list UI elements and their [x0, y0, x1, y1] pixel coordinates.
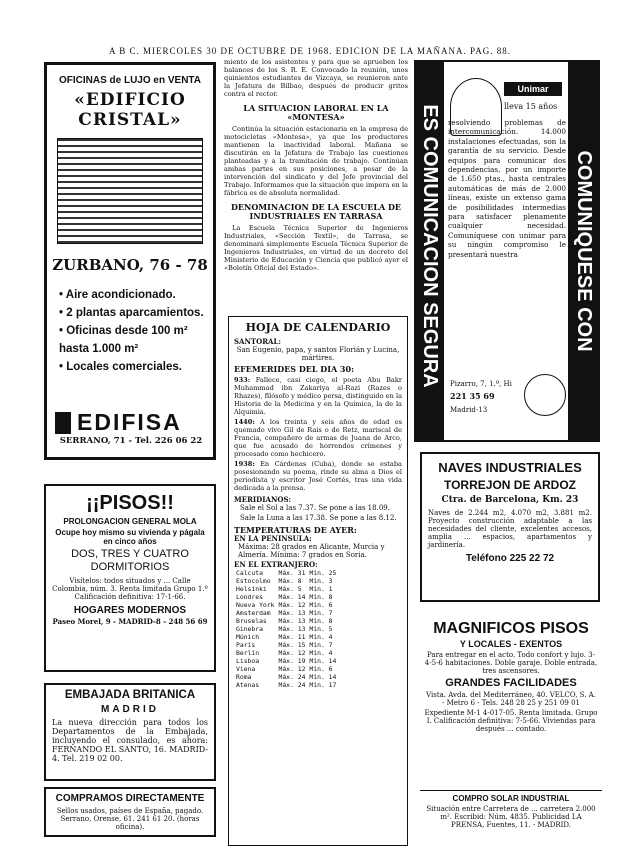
temperature-row — [234, 665, 338, 673]
temperature-cell-min: Mín. 3 — [309, 577, 333, 585]
ad-magnificos-body1: Para entregar en el acto. Todo confort y lujo. 3-4-5-6 habitaciones. Doble garaje. Doble entrada, tres ascensores. — [424, 651, 598, 675]
temperature-row — [234, 593, 338, 601]
temperature-row — [234, 585, 338, 593]
temperature-cell-max: Máx. 13 — [278, 617, 306, 625]
ad-pisos-body: Visítelos: todos situados y ... Calle Colombia, núm. 3. Renta limitada Grupo 1.º Calificación definitiva: 17-1-66. — [52, 577, 208, 601]
article-heading-montesa: LA SITUACION LABORAL EN LA «MONTESA» — [243, 103, 389, 122]
ad-compramos — [44, 787, 216, 837]
temperature-row — [234, 577, 338, 585]
ad-solar-title: COMPRO SOLAR INDUSTRIAL — [452, 794, 570, 803]
temperature-cell-n: Amsterdam — [236, 609, 271, 617]
calendario-title: HOJA DE CALENDARIO — [245, 321, 391, 334]
ad-solar-body: Situación entre Carretera de ... carretera 2.000 m². Escribid: Núm. 4835. Publicidad LA PRENSA, Fuentes, 11. - MADRID. — [426, 805, 596, 829]
efemerides-list — [234, 376, 402, 492]
temperature-row — [234, 601, 338, 609]
efemerides-label: EFEMERIDES DEL DIA 30: — [234, 364, 355, 374]
temperature-row — [234, 657, 338, 665]
temperature-cell-n: Bruselas — [236, 617, 267, 625]
temperature-cell-max: Máx. 8 — [278, 577, 302, 585]
building-illustration — [57, 138, 203, 244]
news-article — [224, 58, 408, 272]
temperature-cell-min: Mín. 14 — [309, 673, 337, 681]
ad-embajada-body: La nueva dirección para todos los Departamentos de la Embajada, incluyendo el consulado, es ahora: FERNANDO EL SANTO, 16. MADRID-4. Tel. 219 02 00. — [52, 718, 208, 763]
temperature-cell-max: Máx. 5 — [278, 585, 302, 593]
article-body-tarrasa: La Escuela Técnica Superior de Ingenieros Industriales, «Sección Textil», de Tarrasa, se denominará simplemente Escuela Técnica Superior de Ingenieros Industriales, en virtud de un decreto del Ministerio de Educación y Ciencia que publicó ayer el «Boletín Oficial del Estado». — [224, 224, 408, 272]
temperature-cell-min: Mín. 4 — [309, 633, 333, 641]
ad-pisos-sub1: PROLONGACION GENERAL MOLA — [63, 517, 197, 526]
temperature-row — [234, 649, 338, 657]
ad-pisos-title: ¡¡PISOS!! — [86, 492, 174, 514]
ad-pisos-brand: HOGARES MODERNOS — [73, 605, 187, 616]
article-heading-tarrasa: DENOMINACION DE LA ESCUELA DE INDUSTRIALES EN TARRASA — [230, 202, 401, 221]
temperature-row — [234, 625, 338, 633]
right-banner-text: COMUNIQUESE CON — [573, 150, 595, 352]
temperature-cell-max: Máx. 19 — [278, 657, 306, 665]
temperature-cell-n: Helsinki — [236, 585, 267, 593]
ad-pisos-contact: Paseo Morel, 9 - MADRID-8 - 248 56 69 — [52, 617, 208, 626]
sol-text: Sale el Sol a las 7.37. Se pone a las 18.09. — [240, 504, 390, 512]
ad-edificio-cristal — [44, 62, 216, 460]
ad-compro-solar — [420, 790, 602, 831]
edifisa-logo-icon — [55, 412, 71, 434]
ad-compramos-title: COMPRAMOS DIRECTAMENTE — [55, 793, 205, 804]
temperature-cell-max: Máx. 14 — [278, 593, 306, 601]
feature-item: • Aire acondicionado. — [59, 289, 176, 301]
article-intro: miento de los asistentes y para que se aprueben los balances de los S. R. E. Convocado la reunión, unos quinientos estudiantes de Vizcaya, se reunieron ante la Jefatura de Bilbao, después de producir gritos contra el rector. — [224, 58, 408, 98]
temperature-cell-n: Múnich — [236, 633, 260, 641]
temperature-cell-n: Roma — [236, 673, 252, 681]
ad-cristal-address: ZURBANO, 76 - 78 — [52, 256, 208, 274]
temperature-cell-min: Mín. 7 — [309, 641, 333, 649]
temperature-cell-n: Atenas — [236, 681, 260, 689]
ad-comunicacion-address2: Madrid-13 — [450, 406, 488, 414]
temperature-cell-min: Mín. 8 — [309, 617, 333, 625]
temperature-cell-max: Máx. 12 — [278, 665, 306, 673]
temperature-row — [234, 569, 338, 577]
ad-embajada-title: EMBAJADA BRITANICA — [64, 689, 196, 701]
ad-embajada-britanica — [44, 683, 216, 781]
ad-magnificos-title2: GRANDES FACILIDADES — [445, 677, 577, 689]
temperature-row — [234, 641, 338, 649]
temperature-cell-n: Ginebra — [236, 625, 263, 633]
typist-illustration — [524, 374, 566, 416]
temperature-cell-max: Máx. 31 — [278, 569, 306, 577]
feature-item: • Locales comerciales. — [59, 361, 182, 373]
ad-magnificos-title: MAGNIFICOS PISOS — [433, 620, 589, 637]
ad-naves-place: TORREJON DE ARDOZ — [443, 478, 576, 492]
ad-cristal-features — [59, 286, 205, 376]
ad-cristal-line1: OFICINAS de LUJO en VENTA — [58, 75, 202, 86]
ad-comunicacion-phone: 221 35 69 — [450, 391, 495, 401]
ad-cristal-brand: EDIFISA — [77, 409, 182, 435]
temperature-cell-n: Lisboa — [236, 657, 260, 665]
ad-pisos — [44, 484, 216, 672]
temperature-cell-max: Máx. 12 — [278, 601, 306, 609]
ad-naves-phone: Teléfono 225 22 72 — [465, 553, 555, 564]
ad-naves-road: Ctra. de Barcelona, Km. 23 — [441, 495, 579, 505]
temperature-cell-min: Mín. 17 — [309, 681, 337, 689]
temperature-cell-min: Mín. 5 — [309, 625, 333, 633]
ad-magnificos-body3: Expediente M-1 4-017-05. Renta limitada. Grupo I. Calificación definitiva: 7-5-66. Viviendas para después ... contado. — [424, 709, 598, 733]
temperature-row — [234, 681, 338, 689]
temperature-cell-max: Máx. 11 — [278, 633, 306, 641]
extranjero-label: EN EL EXTRANJERO: — [234, 560, 318, 569]
ad-naves-body: Naves de 2.244 m2, 4.070 m2, 3.881 m2. Proyecto construcción adaptable a las necesidades del cliente, excelentes accesos, amplia ... espacios, apartamentos y jardinería. — [428, 509, 592, 549]
peninsula-label: EN LA PENINSULA: — [234, 534, 312, 543]
temperature-cell-max: Máx. 12 — [278, 649, 306, 657]
feature-item: • 2 plantas aparcamientos. — [59, 307, 204, 319]
efemeride-entry: 1938: En Cárdenas (Cuba), donde se estaba posesionando su poema, rinde su alma a Dios el periodista y escritor José Cortés, tras una vida dedicada a la prensa. — [234, 460, 402, 492]
temperature-row — [234, 673, 338, 681]
meridianos-label: MERIDIANOS: — [234, 495, 292, 504]
luna-text: Sale la Luna a las 17.38. Se pone a las 8.12. — [240, 514, 397, 522]
ad-magnificos-pisos — [420, 620, 602, 735]
temperature-cell-n: Londres — [236, 593, 263, 601]
temperature-cell-min: Mín. 25 — [309, 569, 337, 577]
temperature-row — [234, 633, 338, 641]
temperature-cell-min: Mín. 6 — [309, 665, 333, 673]
ad-comunicacion-brand: Unimar — [504, 82, 562, 96]
temperature-cell-min: Mín. 4 — [309, 649, 333, 657]
temperature-cell-n: Calcuta — [236, 569, 263, 577]
efemeride-entry: 1440: A los treinta y seis años de edad es quemado vivo Gil de Rais o de Retz, mariscal de Francia, compañero de armas de Juana de Arco, que fue acusado de horrendos crímenes y procesado como hechicero. — [234, 418, 402, 458]
hoja-de-calendario — [228, 316, 408, 846]
temperature-cell-max: Máx. 24 — [278, 681, 306, 689]
ad-pisos-sub2: Ocupe hoy mismo su vivienda y págala en cinco años — [55, 528, 205, 546]
temperature-cell-n: Viena — [236, 665, 256, 673]
peninsula-text: Máxima: 28 grados en Alicante, Murcia y Almería. Mínima: 7 grados en Soria. — [238, 543, 385, 559]
ad-comunicacion-segura — [414, 60, 600, 442]
side-banner-text: ES COMUNICACION SEGURA — [419, 104, 441, 388]
temperature-cell-max: Máx. 15 — [278, 641, 306, 649]
efemeride-entry: 933: Fallece, casi ciego, el poeta Abu Bakr Muhammad ibn Zakariya al-Razi (Razes o Rhazes), filósofo y médico persa, distinguido en la Historia de la Medicina y en la Química, la de la Alquimia. — [234, 376, 402, 416]
temperature-row — [234, 617, 338, 625]
temperature-cell-n: Berlín — [236, 649, 260, 657]
santoral-text: San Eugenio, papa, y santos Florián y Lucina, mártires. — [236, 346, 400, 362]
ad-cristal-contact: SERRANO, 71 - Tel. 226 06 22 — [59, 436, 203, 446]
temperature-cell-min: Mín. 7 — [309, 609, 333, 617]
temperature-cell-n: Estocolmo — [236, 577, 271, 585]
feature-item: • Oficinas desde 100 m² hasta 1.000 m² — [59, 325, 188, 355]
temperature-cell-min: Mín. 8 — [309, 593, 333, 601]
temperature-cell-n: Nueva York — [236, 601, 275, 609]
ad-cristal-title: «EDIFICIO CRISTAL» — [74, 90, 186, 130]
temperature-cell-min: Mín. 1 — [309, 585, 333, 593]
ad-compramos-body: Sellos usados, países de España, pagado. Serrano, Orense, 61. 241 61 20. (horas oficina). — [56, 807, 204, 831]
santoral-label: SANTORAL: — [234, 337, 281, 346]
temperatures-table — [234, 569, 338, 689]
ad-naves-title: NAVES INDUSTRIALES — [438, 460, 582, 475]
temperature-cell-min: Mín. 6 — [309, 601, 333, 609]
ad-magnificos-sub: Y LOCALES - EXENTOS — [459, 639, 563, 649]
temperature-cell-max: Máx. 13 — [278, 625, 306, 633]
ad-comunicacion-body: resolviendo problemas de intercomunicación. 14.000 instalaciones efectuadas, son la garantía de su servicio. Desde equipos para comunicar dos dependencias, por un importe de 1.650 ptas., hasta centrales automáticas de más de 2.000 líneas, existe un extenso gama de posibilidades intermedias para satisfacer plenamente cualquier necesidad. Comuníquese con unimar para su ningún compromiso le presentará nuestra — [448, 118, 566, 259]
ad-pisos-sub3: DOS, TRES Y CUATRO DORMITORIOS — [71, 548, 189, 573]
temperature-row — [234, 609, 338, 617]
temperature-cell-n: París — [236, 641, 256, 649]
ad-comunicacion-years: lleva 15 años — [504, 102, 558, 111]
ad-naves-industriales — [420, 452, 600, 602]
temperature-cell-max: Máx. 13 — [278, 609, 306, 617]
temperature-cell-max: Máx. 24 — [278, 673, 306, 681]
article-body-montesa: Continúa la situación estacionaria en la empresa de motocicletas «Montesa», ya que los productores mantienen la inactividad laboral. Mañana se discutirán en la Jefatura de Trabajo las cuestiones planteadas y a la tramitación de trabajo. Continúan ambas partes en sus posiciones, a pesar de la intervención del sindicato y del Jefe provincial del Trabajo. Informamos que la situación que impera en la fábrica es de absoluta normalidad. — [224, 125, 408, 197]
ad-embajada-city: MADRID — [101, 704, 159, 715]
temperature-cell-min: Mín. 14 — [309, 657, 337, 665]
page-header: A B C. MIERCOLES 30 DE OCTUBRE DE 1968. EDICION DE LA MAÑANA. PAG. 88. — [109, 46, 511, 56]
temperaturas-label: TEMPERATURAS DE AYER: — [234, 525, 357, 535]
ad-magnificos-body2: Vista. Avda. del Mediterráneo, 40. VELCO, S. A. - Metro 6 - Tels. 248 28 25 y 251 09 01 — [426, 691, 596, 707]
ad-comunicacion-address1: Pizarro, 7, 1.º, Hi — [450, 380, 512, 388]
